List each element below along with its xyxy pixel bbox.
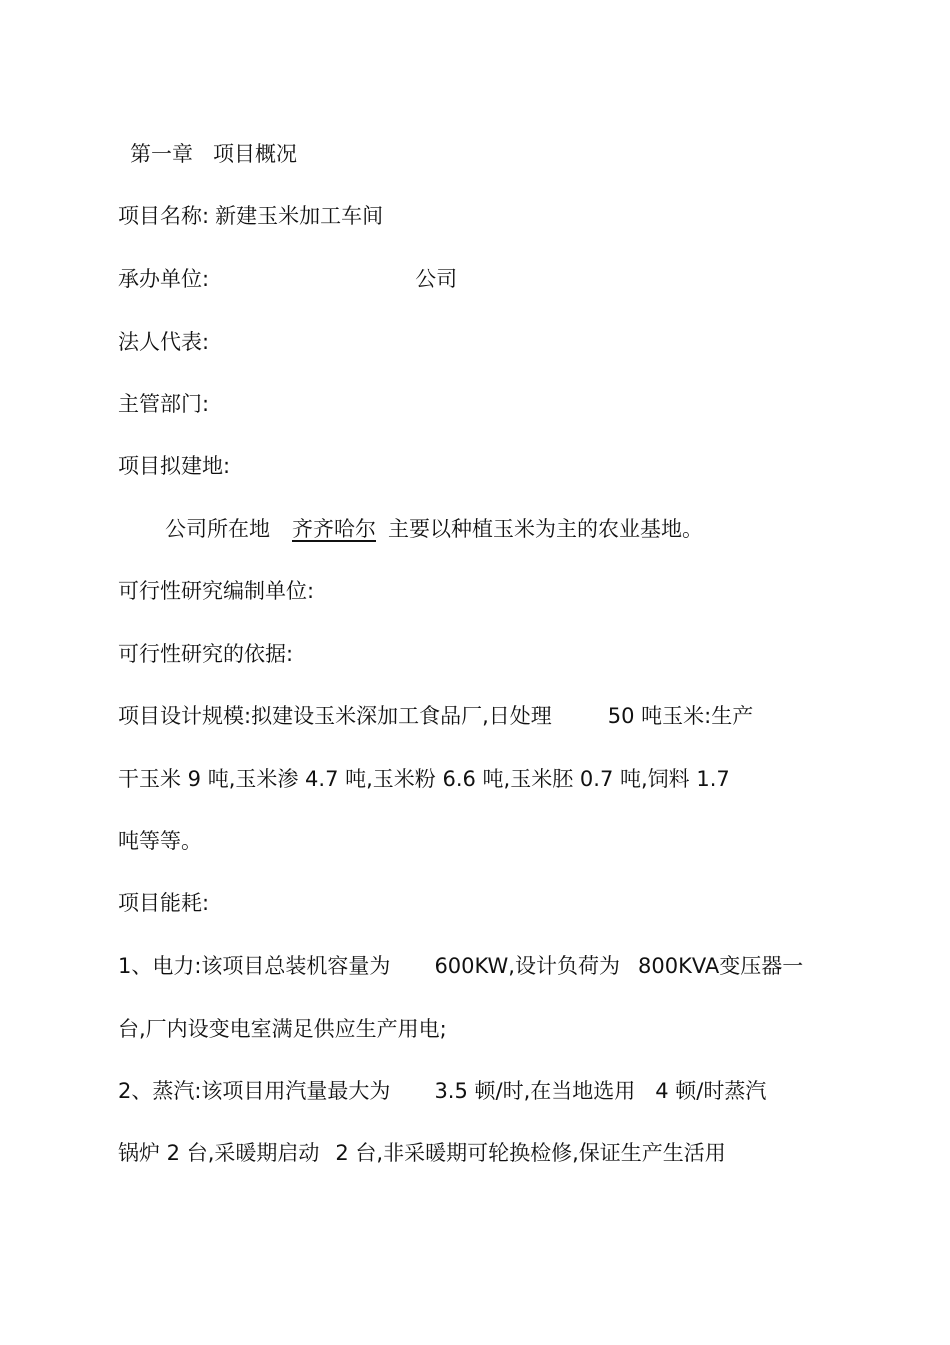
site-prefix: 公司所在地 [165, 517, 270, 541]
energy-label: 项目能耗: [118, 891, 210, 915]
undertaker-value: 公司 [415, 267, 458, 291]
site-sentence-line [165, 515, 703, 543]
steam-text-2b: 2 台,非采暖期可轮换检修,保证生产生活用 [335, 1141, 726, 1165]
scale-text-2: 干玉米 9 吨,玉米渗 4.7 吨,玉米粉 6.6 吨,玉米胚 0.7 吨,饲料 1.7 [118, 767, 730, 791]
undertaker-label: 承办单位: [118, 267, 210, 291]
steam-text-2a: 锅炉 2 台,采暖期启动 [118, 1141, 320, 1165]
undertaker-line [118, 265, 457, 293]
authority-line [118, 390, 209, 418]
feasibility-basis-line [118, 640, 293, 668]
scale-text-1b: 50 吨玉米:生产 [607, 704, 754, 728]
scale-line-2 [118, 765, 730, 793]
chapter-label: 第一章 [130, 142, 193, 166]
scale-text-1a: 项目设计规模:拟建设玉米深加工食品厂,日处理 [118, 704, 552, 728]
site-suffix: 主要以种植玉米为主的农业基地。 [388, 517, 703, 541]
project-name-value: 新建玉米加工车间 [215, 204, 384, 228]
legal-rep-label: 法人代表: [118, 330, 210, 354]
chapter-heading [130, 140, 297, 168]
power-text-2: 台,厂内设变电室满足供应生产用电; [118, 1017, 447, 1041]
steam-line-2 [118, 1139, 726, 1167]
steam-text-1c: 4 顿/时蒸汽 [655, 1079, 767, 1103]
steam-text-1a: 2、蒸汽:该项目用汽量最大为 [118, 1079, 391, 1103]
power-text-1c: 800KVA变压器一 [637, 954, 804, 978]
power-line-1 [118, 952, 803, 980]
site-label: 项目拟建地: [118, 454, 231, 478]
steam-text-1b: 3.5 顿/时,在当地选用 [434, 1079, 636, 1103]
project-name-line [118, 202, 383, 230]
project-name-label: 项目名称: [118, 204, 210, 228]
steam-line-1 [118, 1077, 766, 1105]
power-line-2 [118, 1015, 447, 1043]
authority-label: 主管部门: [118, 392, 210, 416]
scale-text-3: 吨等等。 [118, 829, 202, 853]
power-text-1b: 600KW,设计负荷为 [434, 954, 620, 978]
chapter-title: 项目概况 [213, 142, 297, 166]
feasibility-unit-line [118, 577, 314, 605]
site-city: 齐齐哈尔 [292, 517, 376, 541]
energy-label-line [118, 889, 209, 917]
feasibility-unit-label: 可行性研究编制单位: [118, 579, 315, 603]
site-label-line [118, 452, 230, 480]
scale-line-3 [118, 827, 202, 855]
feasibility-basis-label: 可行性研究的依据: [118, 642, 294, 666]
legal-rep-line [118, 328, 209, 356]
power-text-1a: 1、电力:该项目总装机容量为 [118, 954, 391, 978]
scale-line-1 [118, 702, 753, 730]
